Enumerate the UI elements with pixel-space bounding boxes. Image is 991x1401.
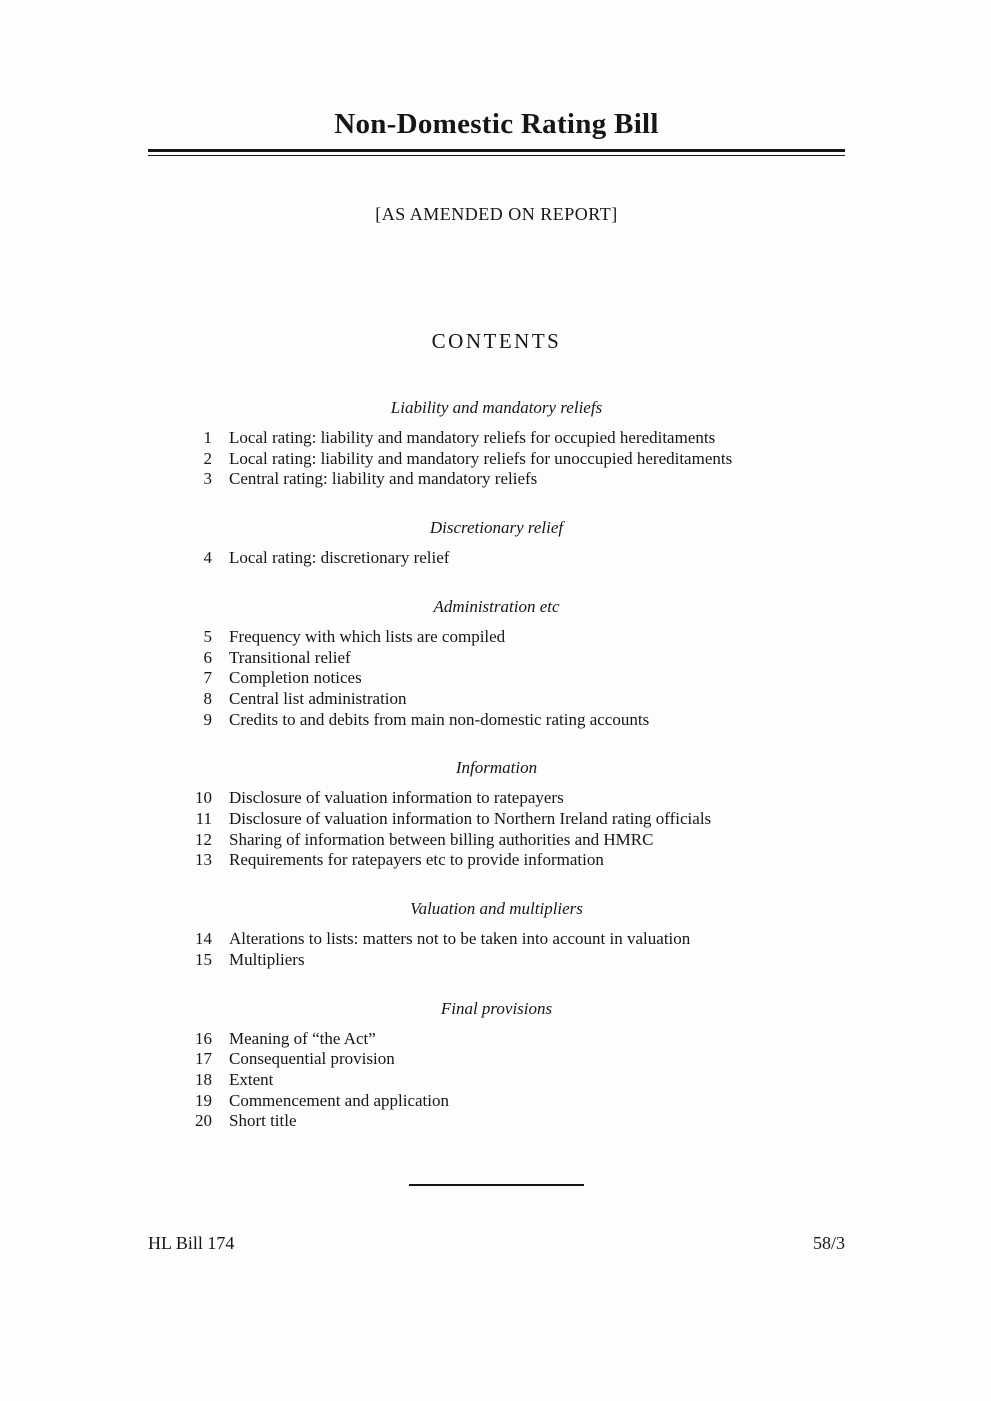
contents-item-title: Disclosure of valuation information to Northern Ireland rating officials <box>229 809 712 829</box>
contents-item <box>148 1091 845 1112</box>
contents-item <box>148 850 845 871</box>
contents-heading: CONTENTS <box>431 329 562 353</box>
contents-item <box>148 668 845 689</box>
contents-item-title: Local rating: liability and mandatory reliefs for unoccupied hereditaments <box>229 448 733 468</box>
contents-item-number: 16 <box>195 1028 212 1048</box>
contents-item <box>148 1029 845 1050</box>
contents-item <box>148 1049 845 1070</box>
contents-item-number: 5 <box>203 626 212 646</box>
contents-item <box>148 929 845 950</box>
contents-item-title: Disclosure of valuation information to ratepayers <box>229 788 564 808</box>
contents-item-number: 7 <box>203 668 212 688</box>
contents-item-number: 10 <box>195 788 212 808</box>
contents-item-number: 13 <box>195 850 212 870</box>
contents-item-number: 8 <box>203 688 212 708</box>
contents-item-title: Multipliers <box>229 949 305 969</box>
contents-section-heading: Liability and mandatory reliefs <box>390 398 603 417</box>
contents-item-number: 20 <box>195 1111 212 1131</box>
amended-on-report-note: [AS AMENDED ON REPORT] <box>375 204 618 224</box>
contents-item-title: Frequency with which lists are compiled <box>229 626 506 646</box>
bill-title: Non-Domestic Rating Bill <box>334 108 659 140</box>
contents-item-number: 1 <box>203 428 212 447</box>
footer-bill-number: HL Bill 174 <box>148 1233 235 1254</box>
contents-item-number: 14 <box>195 929 212 949</box>
contents-item <box>148 1111 845 1132</box>
contents-item-number: 2 <box>203 448 212 468</box>
contents-item <box>148 950 845 971</box>
contents-item-title: Commencement and application <box>229 1090 449 1110</box>
contents-item <box>148 548 845 569</box>
page-footer <box>148 1232 845 1254</box>
contents-section-heading: Information <box>455 758 538 778</box>
contents-item <box>148 830 845 851</box>
contents-list <box>148 397 845 1132</box>
contents-item <box>148 469 845 490</box>
contents-item-number: 17 <box>195 1049 212 1069</box>
contents-item-number: 9 <box>203 709 212 729</box>
contents-item-number: 4 <box>203 548 212 568</box>
contents-item-title: Transitional relief <box>229 647 351 667</box>
contents-item-title: Local rating: liability and mandatory reliefs for occupied hereditaments <box>229 428 716 447</box>
contents-item-title: Extent <box>229 1069 274 1089</box>
contents-section-heading: Final provisions <box>440 998 553 1018</box>
contents-item <box>148 788 845 809</box>
contents-section-heading: Administration etc <box>433 596 560 616</box>
contents-item <box>148 648 845 669</box>
contents-item-number: 12 <box>195 829 212 849</box>
contents-item-title: Completion notices <box>229 668 362 688</box>
contents-item-title: Local rating: discretionary relief <box>229 548 450 568</box>
contents-section-heading: Valuation and multipliers <box>410 899 583 919</box>
contents-item <box>148 809 845 830</box>
contents-section-heading: Discretionary relief <box>429 518 564 538</box>
footer-session-number: 58/3 <box>812 1233 845 1254</box>
contents-item-number: 3 <box>203 469 212 489</box>
contents-item-number: 11 <box>195 809 212 829</box>
contents-item <box>148 627 845 648</box>
contents-item <box>148 710 845 731</box>
contents-item <box>148 1070 845 1091</box>
contents-item-title: Credits to and debits from main non-domestic rating accounts <box>229 709 650 729</box>
contents-item <box>148 689 845 710</box>
contents-item-title: Alterations to lists: matters not to be taken into account in valuation <box>229 929 691 949</box>
contents-item-title: Short title <box>229 1111 297 1131</box>
contents-item-title: Central list administration <box>229 688 407 708</box>
title-double-rule <box>148 149 845 156</box>
contents-item-number: 18 <box>195 1069 212 1089</box>
contents-item-title: Consequential provision <box>229 1049 395 1069</box>
contents-item-title: Meaning of “the Act” <box>229 1028 376 1048</box>
contents-item <box>148 428 845 449</box>
contents-item-number: 6 <box>203 647 212 667</box>
contents-item-title: Central rating: liability and mandatory reliefs <box>229 469 538 489</box>
contents-item-title: Sharing of information between billing authorities and HMRC <box>229 829 654 849</box>
contents-item <box>148 449 845 470</box>
contents-item-title: Requirements for ratepayers etc to provide information <box>229 850 604 870</box>
contents-item-number: 15 <box>195 949 212 969</box>
contents-item-number: 19 <box>195 1090 212 1110</box>
end-rule <box>409 1184 584 1186</box>
